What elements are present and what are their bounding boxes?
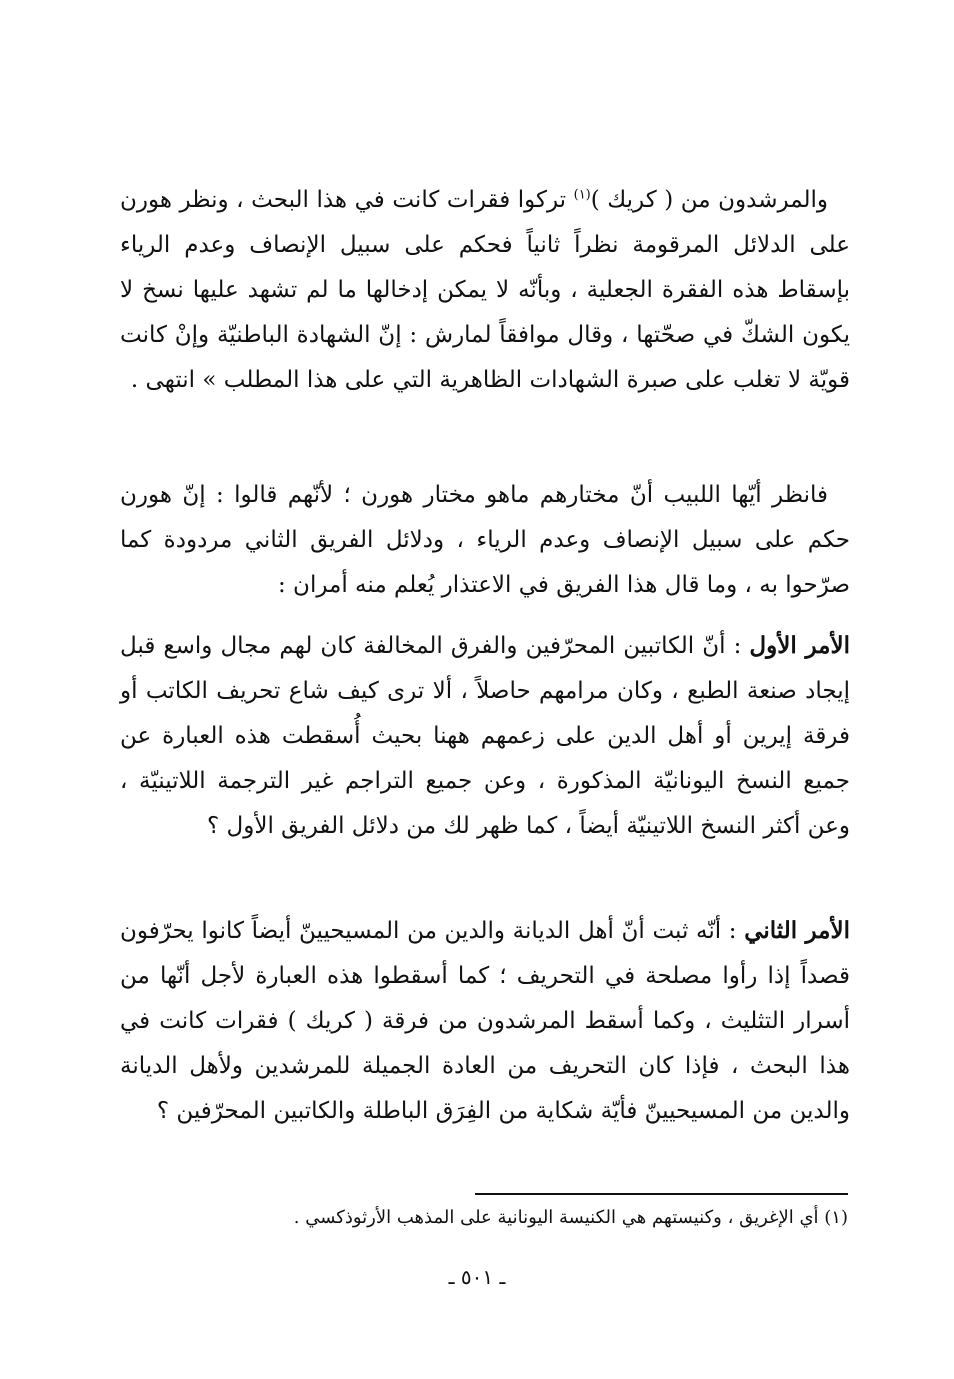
paragraph-4-text: : أنّه ثبت أنّ أهل الديانة والدين من المسيحيينّ أيضاً كانوا يحرّفون قصداً إذا رأوا مصلحة في التحريف ؛ كما أسقطوا هذه العبارة لأجل أنّها من أسرار التثليث ، وكما أسقط المرشدون من فرقة ( كريك ) فقرات كانت في هذا البحث ، فإذا كان التحريف من العادة الجميلة للمرشدين ولأهل الديانة والدين من المسيحيينّ فأيّة شكاية من الفِرَق الباطلة والكاتبين المحرّفين ؟: [120, 918, 850, 1124]
paragraph-3-heading: الأمر الأول: [749, 632, 850, 659]
paragraph-1-text-end: تركوا فقرات كانت في هذا البحث ، ونظر هورن على الدلائل المرقومة نظراً ثانياً فحكم على سبيل الإنصاف وعدم الرياء بإسقاط هذه الفقرة الجعلية ، وبأنّه لا يمكن إدخالها ما لم تشهد عليها نسخ لا يكون الشكّ في صحّتها ، وقال موافقاً لمارش : إنّ الشهادة الباطنيّة وإنْ كانت قويّة لا تغلب على صبرة الشهادات الظاهرية التي على هذا المطلب » انتهى .: [120, 187, 850, 393]
paragraph-1-text-start: والمرشدون من ( كريك ): [590, 187, 828, 213]
footnote-marker: (١): [573, 187, 591, 203]
footnote: (١) أي الإغريق ، وكنيستهم هي الكنيسة اليونانية على المذهب الأرثوذكسي .: [293, 1207, 848, 1228]
paragraph-4-heading: الأمر الثاني: [744, 917, 850, 944]
paragraph-3: [120, 623, 850, 849]
footnote-separator: [475, 1193, 848, 1195]
page-number: ـ ٥٠١ ـ: [448, 1265, 506, 1289]
paragraph-4: [120, 908, 850, 1134]
paragraph-2: [120, 473, 850, 608]
paragraph-3-text: : أنّ الكاتبين المحرّفين والفرق المخالفة كان لهم مجال واسع قبل إيجاد صنعة الطبع ، وكان مرامهم حاصلاً ، ألا ترى كيف شاع تحريف الكاتب أو فرقة إيرين أو أهل الدين على زعمهم ههنا بحيث أُسقطت هذه العبارة عن جميع النسخ اليونانيّة المذكورة ، وعن جميع التراجم غير الترجمة اللاتينيّة ، وعن أكثر النسخ اللاتينيّة أيضاً ، كما ظهر لك من دلائل الفريق الأول ؟: [120, 633, 850, 839]
paragraph-2-text: فانظر أيّها اللبيب أنّ مختارهم ماهو مختار هورن ؛ لأنّهم قالوا : إنّ هورن حكم على سبيل الإنصاف وعدم الرياء ، ودلائل الفريق الثاني مردودة كما صرّحوا به ، وما قال هذا الفريق في الاعتذار يُعلم منه أمران :: [120, 482, 850, 598]
paragraph-1: [120, 178, 850, 403]
